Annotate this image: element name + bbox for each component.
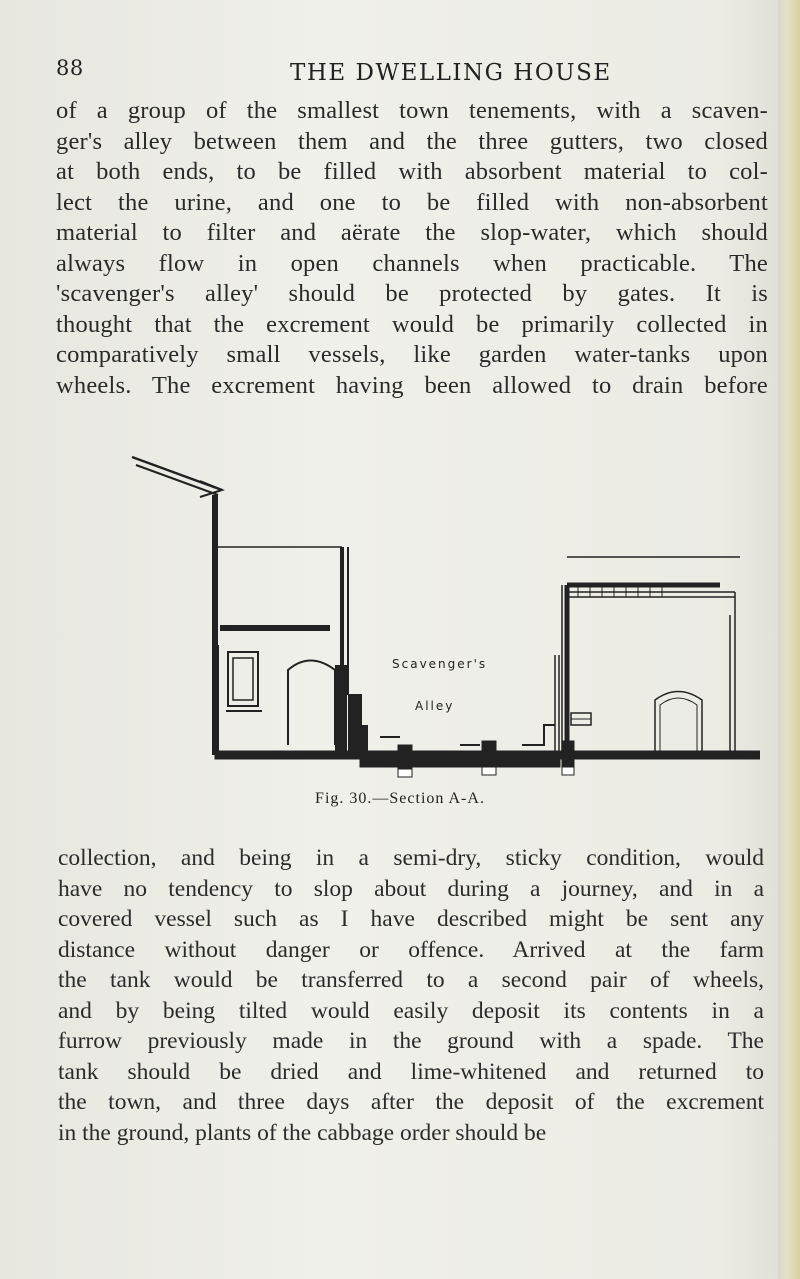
text-line: collection, and being in a semi-dry, sticky condition, would [58, 845, 764, 871]
text-line: at both ends, to be filled with absorbent material to col- [56, 158, 768, 185]
body-text-top [56, 96, 768, 401]
text-line: always flow in open channels when practicable. The [56, 249, 768, 277]
left-building [215, 495, 348, 755]
text-line: tank should be dried and lime-whitened and returned to [58, 1058, 764, 1085]
text-line: have no tendency to slop about during a journey, and in a [58, 875, 764, 902]
body-text-bottom [58, 843, 764, 1148]
text-line: thought that the excrement would be primarily collected in [56, 310, 768, 338]
section-diagram [130, 455, 760, 795]
text-line: material to filter and aërate the slop-water, which should [56, 219, 768, 246]
right-building [562, 557, 740, 751]
figure-caption: Fig. 30.—Section A-A. [315, 790, 485, 807]
alley-gate [555, 655, 559, 751]
text-line: furrow previously made in the ground with a spade. The [58, 1028, 764, 1054]
alley-label-line1: Scavenger's [392, 657, 488, 671]
text-line: in the ground, plants of the cabbage order should be [58, 1119, 547, 1146]
text-line: lect the urine, and one to be filled with non-absorbent [56, 188, 768, 216]
text-line: comparatively small vessels, like garden water-tanks upon [56, 341, 768, 368]
page-edge [778, 0, 800, 1279]
running-head: THE DWELLING HOUSE [290, 60, 612, 86]
page-number: 88 [56, 56, 84, 80]
section-diagram-svg [130, 455, 760, 795]
alley-label-line2: Alley [415, 699, 455, 713]
text-line: of a group of the smallest town tenements, with a scaven- [56, 97, 768, 124]
text-line: 'scavenger's alley' should be protected by gates. It is [56, 280, 768, 307]
text-line: ger's alley between them and the three gutters, two closed [56, 127, 768, 155]
text-line: distance without danger or offence. Arrived at the farm [58, 936, 764, 963]
text-line: and by being tilted would easily deposit its contents in a [58, 997, 764, 1024]
north-arrow-icon [132, 457, 222, 497]
text-line: the tank would be transferred to a second pair of wheels, [58, 967, 764, 993]
text-line: the town, and three days after the deposit of the excrement [58, 1089, 764, 1115]
text-line: wheels. The excrement having been allowed to drain before [56, 371, 768, 399]
ground-section [215, 741, 760, 777]
text-line: covered vessel such as I have described might be sent any [58, 906, 764, 932]
